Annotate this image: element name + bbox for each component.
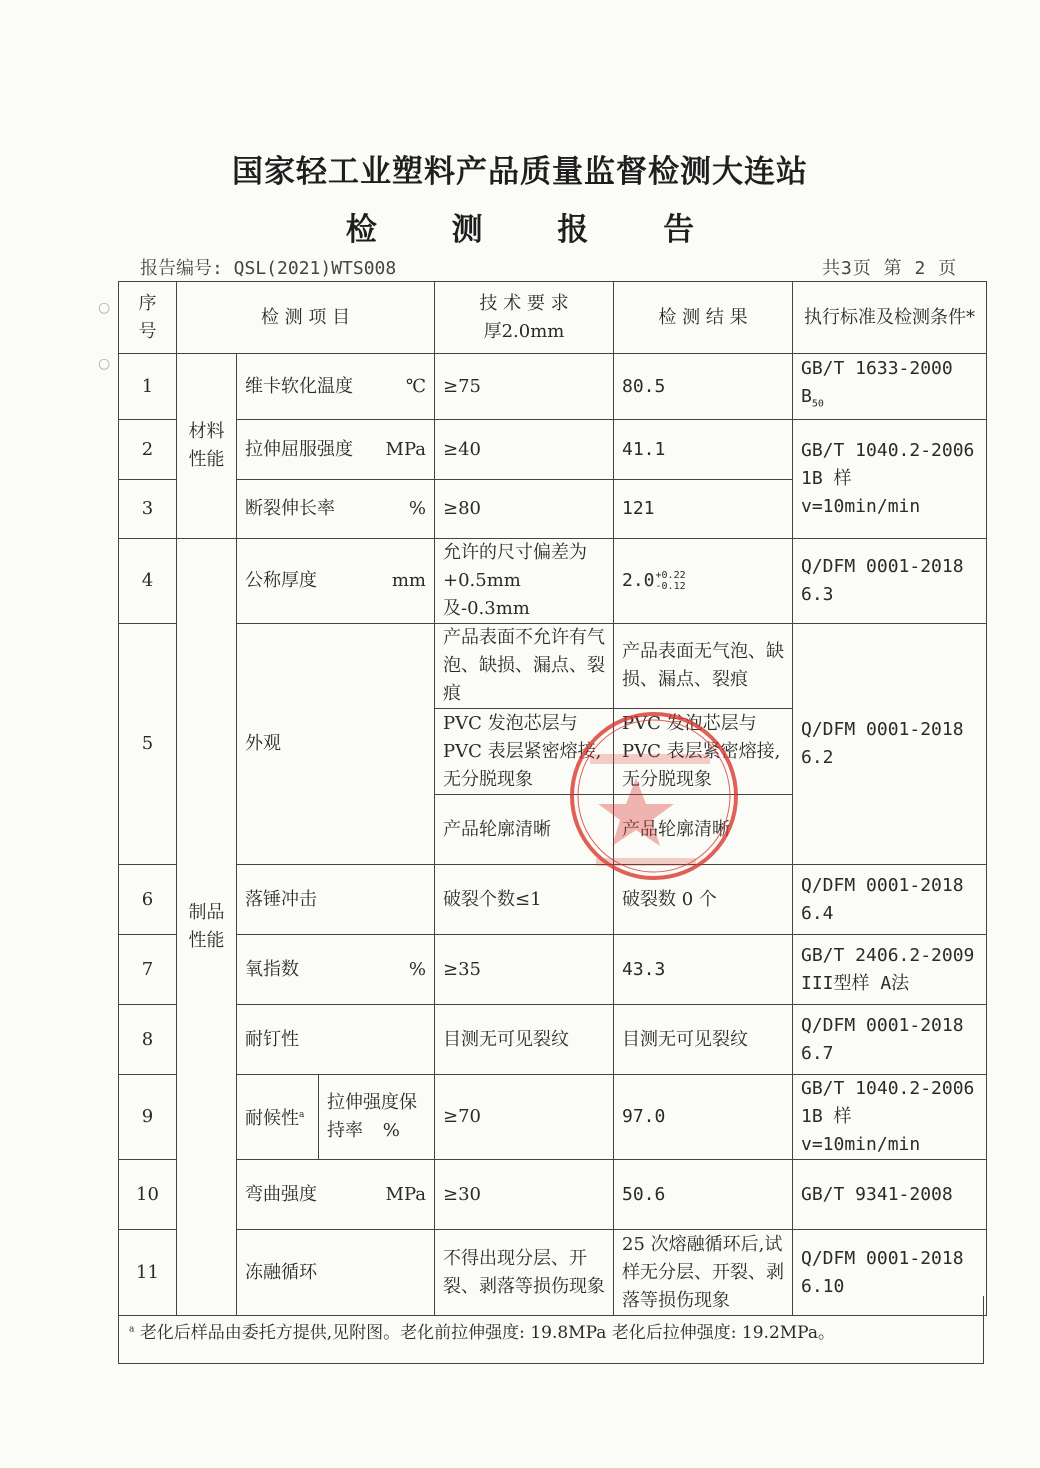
requirement-cell: ≥75 [435, 354, 614, 420]
standard-cell: GB/T 2406.2-2009 III型样 A法 [793, 935, 987, 1005]
result-cell: 2.0 +0.22 -0.12 [614, 539, 793, 624]
row-number: 7 [119, 935, 177, 1005]
org-title: 国家轻工业塑料产品质量监督检测大连站 [232, 154, 808, 190]
item-cell: 落锤冲击 [237, 865, 435, 935]
result-cell: 破裂数 0 个 [614, 865, 793, 935]
result-cell: 产品表面无气泡、缺损、漏点、裂痕 [614, 624, 793, 709]
requirement-cell: ≥40 [435, 420, 614, 480]
table-header-row [119, 282, 987, 354]
requirement-cell: ≥70 [435, 1075, 614, 1160]
requirement-cell: 目测无可见裂纹 [435, 1005, 614, 1075]
table-row [119, 1075, 987, 1160]
result-cell: 97.0 [614, 1075, 793, 1160]
header-item: 检 测 项 目 [177, 282, 435, 354]
page-indicator: 共3页 第 2 页 [822, 258, 958, 279]
table-row [119, 354, 987, 420]
table-row [119, 935, 987, 1005]
footnote-mark: a [129, 1324, 135, 1335]
header-standard: 执行标准及检测条件* [793, 282, 987, 354]
result-cell: 目测无可见裂纹 [614, 1005, 793, 1075]
result-cell: 产品轮廓清晰 [614, 795, 793, 865]
result-cell: 50.6 [614, 1160, 793, 1230]
group-material-label: 材料 性能 [177, 354, 237, 539]
row-number: 1 [119, 354, 177, 420]
requirement-cell: ≥80 [435, 480, 614, 539]
header-result: 检 测 结 果 [614, 282, 793, 354]
table-row [119, 1005, 987, 1075]
requirement-cell: ≥35 [435, 935, 614, 1005]
item-cell: 氧指数 % [237, 935, 435, 1005]
item-cell: 耐钉性 [237, 1005, 435, 1075]
item-cell: 冻融循环 [237, 1230, 435, 1316]
report-table [118, 281, 987, 1316]
requirement-cell: 产品表面不允许有气泡、缺损、漏点、裂痕 [435, 624, 614, 709]
punch-hole-mark: ○ [98, 356, 111, 372]
result-cell: 25 次熔融循环后,试样无分层、开裂、剥落等损伤现象 [614, 1230, 793, 1316]
footnote [118, 1296, 984, 1364]
standard-cell: Q/DFM 0001-2018 6.2 [793, 624, 987, 865]
row-number: 5 [119, 624, 177, 865]
row-number: 2 [119, 420, 177, 480]
item-cell: 外观 [237, 624, 435, 865]
subitem-cell: 拉伸强度保持率 % [319, 1075, 435, 1160]
standard-cell: Q/DFM 0001-2018 6.7 [793, 1005, 987, 1075]
standard-cell: GB/T 1040.2-2006 1B 样 v=10min/min [793, 420, 987, 539]
item-cell: 公称厚度 mm [237, 539, 435, 624]
requirement-cell: PVC 发泡芯层与 PVC 表层紧密熔接,无分脱现象 [435, 709, 614, 795]
requirement-cell: 允许的尺寸偏差为+0.5mm及-0.3mm [435, 539, 614, 624]
doc-type-title: 检 测 报 告 [345, 212, 727, 248]
item-cell: 弯曲强度 MPa [237, 1160, 435, 1230]
row-number: 11 [119, 1230, 177, 1316]
item-cell: 断裂伸长率 % [237, 480, 435, 539]
row-number: 10 [119, 1160, 177, 1230]
item-cell: 耐候性$^a$ [237, 1075, 319, 1160]
table-row [119, 865, 987, 935]
punch-hole-mark: ○ [98, 300, 111, 316]
item-cell: 拉伸屈服强度 MPa [237, 420, 435, 480]
report-number: 报告编号: QSL(2021)WTS008 [140, 258, 397, 279]
item-cell: 维卡软化温度 ℃ [237, 354, 435, 420]
header-seq: 序 号 [119, 282, 177, 354]
standard-cell: GB/T 1040.2-2006 1B 样 v=10min/min [793, 1075, 987, 1160]
requirement-cell: ≥30 [435, 1160, 614, 1230]
table-row [119, 624, 987, 709]
result-cell: 80.5 [614, 354, 793, 420]
requirement-cell: 破裂个数≤1 [435, 865, 614, 935]
standard-cell: GB/T 1633-2000 $B_{50}$ [793, 354, 987, 420]
result-cell: 43.3 [614, 935, 793, 1005]
header-requirement: 技 术 要 求 厚2.0mm [435, 282, 614, 354]
standard-cell: Q/DFM 0001-2018 6.3 [793, 539, 987, 624]
row-number: 6 [119, 865, 177, 935]
standard-cell: Q/DFM 0001-2018 6.4 [793, 865, 987, 935]
standard-cell: GB/T 9341-2008 [793, 1160, 987, 1230]
result-cell: 41.1 [614, 420, 793, 480]
requirement-cell: 不得出现分层、开裂、剥落等损伤现象 [435, 1230, 614, 1316]
table-row [119, 420, 987, 480]
standard-cell: Q/DFM 0001-2018 6.10 [793, 1230, 987, 1316]
group-product-label: 制品 性能 [177, 539, 237, 1316]
result-cell: 121 [614, 480, 793, 539]
footnote-text: 老化后样品由委托方提供,见附图。老化前拉伸强度: 19.8MPa 老化后拉伸强度: 19.2MPa。 [139, 1323, 835, 1343]
row-number: 9 [119, 1075, 177, 1160]
table-row [119, 1160, 987, 1230]
row-number: 3 [119, 480, 177, 539]
table-row [119, 539, 987, 624]
result-cell: PVC 发泡芯层与 PVC 表层紧密熔接,无分脱现象 [614, 709, 793, 795]
requirement-cell: 产品轮廓清晰 [435, 795, 614, 865]
row-number: 8 [119, 1005, 177, 1075]
row-number: 4 [119, 539, 177, 624]
